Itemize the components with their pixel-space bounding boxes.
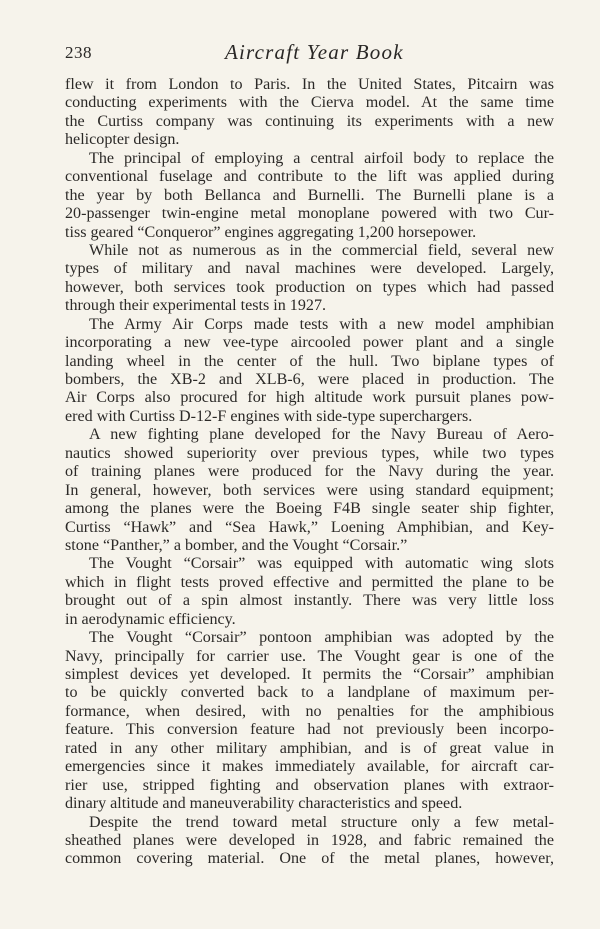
text-line: stone “Panther,” a bomber, and the Vought “Corsair.” [65, 536, 408, 554]
paragraph [65, 316, 554, 427]
text-line: types of military and naval machines were developed. Largely, [65, 260, 554, 278]
paragraph [65, 814, 554, 869]
text-line: Air Corps also procured for high altitude work pursuit planes pow- [65, 389, 554, 407]
text-line: Curtiss “Hawk” and “Sea Hawk,” Loening Amphibian, and Key- [65, 518, 554, 536]
text-line: The principal of employing a central airfoil body to replace the [89, 149, 554, 167]
page-number: 238 [65, 43, 92, 62]
text-line: to be quickly converted back to a landplane of maximum per- [65, 684, 554, 702]
text-line: The Vought “Corsair” pontoon amphibian was adopted by the [89, 629, 554, 647]
text-line: through their experimental tests in 1927. [65, 297, 327, 315]
text-line: landing wheel in the center of the hull. Two biplane types of [65, 352, 554, 370]
text-line: The Army Air Corps made tests with a new model amphibian [89, 315, 554, 333]
text-line: Navy, principally for carrier use. The Vought gear is one of the [65, 647, 554, 665]
text-line: formance, when desired, with no penalties for the amphibious [65, 702, 554, 720]
paragraph [65, 76, 554, 150]
text-line: sheathed planes were developed in 1928, and fabric remained the [65, 831, 554, 849]
paragraph [65, 150, 554, 242]
text-line: nautics showed superiority over previous types, while two types [65, 444, 554, 462]
text-line: the Curtiss company was continuing its experiments with a new [65, 112, 554, 130]
text-line: which in flight tests proved effective and permitted the plane to be [65, 573, 554, 591]
text-line: incorporating a new vee-type aircooled power plant and a single [65, 334, 554, 352]
text-line: 20-passenger twin-engine metal monoplane powered with two Cur- [65, 205, 554, 223]
text-line: A new fighting plane developed for the Navy Bureau of Aero- [89, 426, 554, 444]
text-line: helicopter design. [65, 131, 180, 149]
text-line: simplest devices yet developed. It permits the “Corsair” amphibian [65, 666, 554, 683]
running-title: Aircraft Year Book [225, 40, 404, 64]
body-text [65, 76, 554, 869]
page-header [65, 40, 561, 66]
text-line: feature. This conversion feature had not previously been incorpo- [65, 721, 554, 739]
text-line: The Vought “Corsair” was equipped with automatic wing slots [89, 555, 554, 573]
text-line: tiss geared “Conqueror” engines aggregating 1,200 horsepower. [65, 223, 477, 241]
paragraph [65, 555, 554, 629]
text-line: conducting experiments with the Cierva model. At the same time [65, 94, 554, 112]
text-line: common covering material. One of the metal planes, however, [65, 850, 554, 868]
text-line: flew it from London to Paris. In the United States, Pitcairn was [65, 76, 554, 93]
text-line: rier use, stripped fighting and observation planes with extraor- [65, 776, 554, 794]
text-line: in aerodynamic efficiency. [65, 610, 236, 628]
text-line: brought out of a spin almost instantly. There was very little loss [65, 592, 554, 610]
text-line: In general, however, both services were using standard equipment; [65, 481, 554, 499]
paragraph [65, 426, 554, 555]
text-line: of training planes were produced for the Navy during the year. [65, 463, 554, 481]
text-line: the year by both Bellanca and Burnelli. The Burnelli plane is a [65, 186, 554, 204]
text-line: among the planes were the Boeing F4B single seater ship fighter, [65, 500, 554, 518]
text-line: dinary altitude and maneuverability characteristics and speed. [65, 795, 463, 813]
paragraph [65, 629, 554, 813]
text-line: emergencies since it makes immediately available, for aircraft car- [65, 758, 554, 776]
paragraph [65, 242, 554, 316]
text-line: While not as numerous as in the commercial field, several new [89, 241, 554, 259]
text-line: bombers, the XB-2 and XLB-6, were placed in production. The [65, 371, 554, 388]
text-line: rated in any other military amphibian, and is of great value in [65, 739, 554, 757]
text-line: Despite the trend toward metal structure only a few metal- [89, 813, 554, 831]
text-line: conventional fuselage and contribute to the lift was applied during [65, 168, 554, 186]
text-line: however, both services took production on types which had passed [65, 278, 554, 296]
text-line: ered with Curtiss D-12-F engines with side-type superchargers. [65, 407, 473, 425]
